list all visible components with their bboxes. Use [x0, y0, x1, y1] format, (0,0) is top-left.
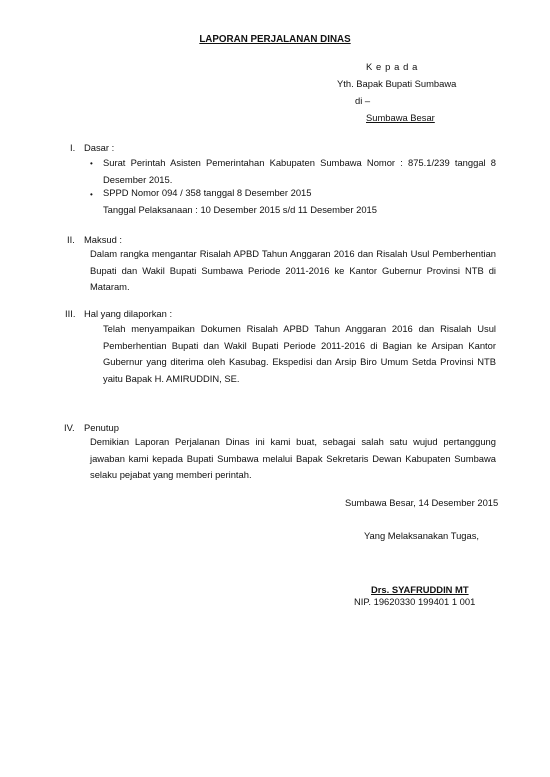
signature-name: Drs. SYAFRUDDIN MT [371, 584, 469, 595]
section-penutup-number: IV. [64, 422, 75, 433]
section-hal-heading: Hal yang dilaporkan : [84, 308, 173, 319]
maksud-text: Dalam rangka mengantar Risalah APBD Tahun Anggaran 2016 dan Risalah Usul Pemberhentian Bupati dan Wakil Bupati Sumbawa Periode 2011-2016 ke Kantor Gubernur Provinsi NTB di Mataram. [90, 248, 496, 292]
document-title: LAPORAN PERJALANAN DINAS [199, 34, 351, 45]
section-hal-number: III. [65, 308, 76, 319]
address-place: Sumbawa Besar [366, 112, 435, 123]
signature-role: Yang Melaksanakan Tugas, [364, 530, 480, 541]
bullet-icon: • [90, 190, 93, 199]
bullet-icon: • [90, 159, 93, 168]
dasar-item-2: SPPD Nomor 094 / 358 tanggal 8 Desember 2015 [103, 187, 312, 198]
section-penutup-heading: Penutup [84, 422, 119, 433]
section-maksud-number: II. [67, 234, 75, 245]
dasar-item-2-sub: Tanggal Pelaksanaan : 10 Desember 2015 s/d 11 Desember 2015 [103, 204, 377, 215]
signature-nip: NIP. 19620330 199401 1 001 [354, 596, 476, 607]
section-dasar-number: I. [70, 142, 76, 153]
address-di: di – [355, 95, 371, 106]
signature-place-date: Sumbawa Besar, 14 Desember 2015 [345, 497, 499, 508]
hal-text: Telah menyampaikan Dokumen Risalah APBD Tahun Anggaran 2016 dan Risalah Usul Pemberhentian Bupati dan Wakil Bupati Periode 2011-2016 di Bagian ke Arsipan Kantor Gubernur yang diterima oleh Kasubag. Ekspedisi dan Arsip Biro Umum Setda Provinsi NTB yaitu Bapak H. AMIRUDDIN, SE. [103, 323, 496, 384]
section-maksud-heading: Maksud : [84, 234, 123, 245]
address-kepada: K e p a d a [366, 61, 418, 72]
penutup-text: Demikian Laporan Perjalanan Dinas ini kami buat, sebagai salah satu wujud pertanggung jawaban kami kepada Bupati Sumbawa melalui Bapak Sekretaris Dewan Kabupaten Sumbawa selaku pejabat yang memberi perintah. [90, 436, 496, 480]
section-dasar-heading: Dasar : [84, 142, 115, 153]
dasar-item-1: Surat Perintah Asisten Pemerintahan Kabupaten Sumbawa Nomor : 875.1/239 tanggal 8 Desember 2015. [103, 157, 496, 185]
address-yth: Yth. Bapak Bupati Sumbawa [337, 78, 457, 89]
